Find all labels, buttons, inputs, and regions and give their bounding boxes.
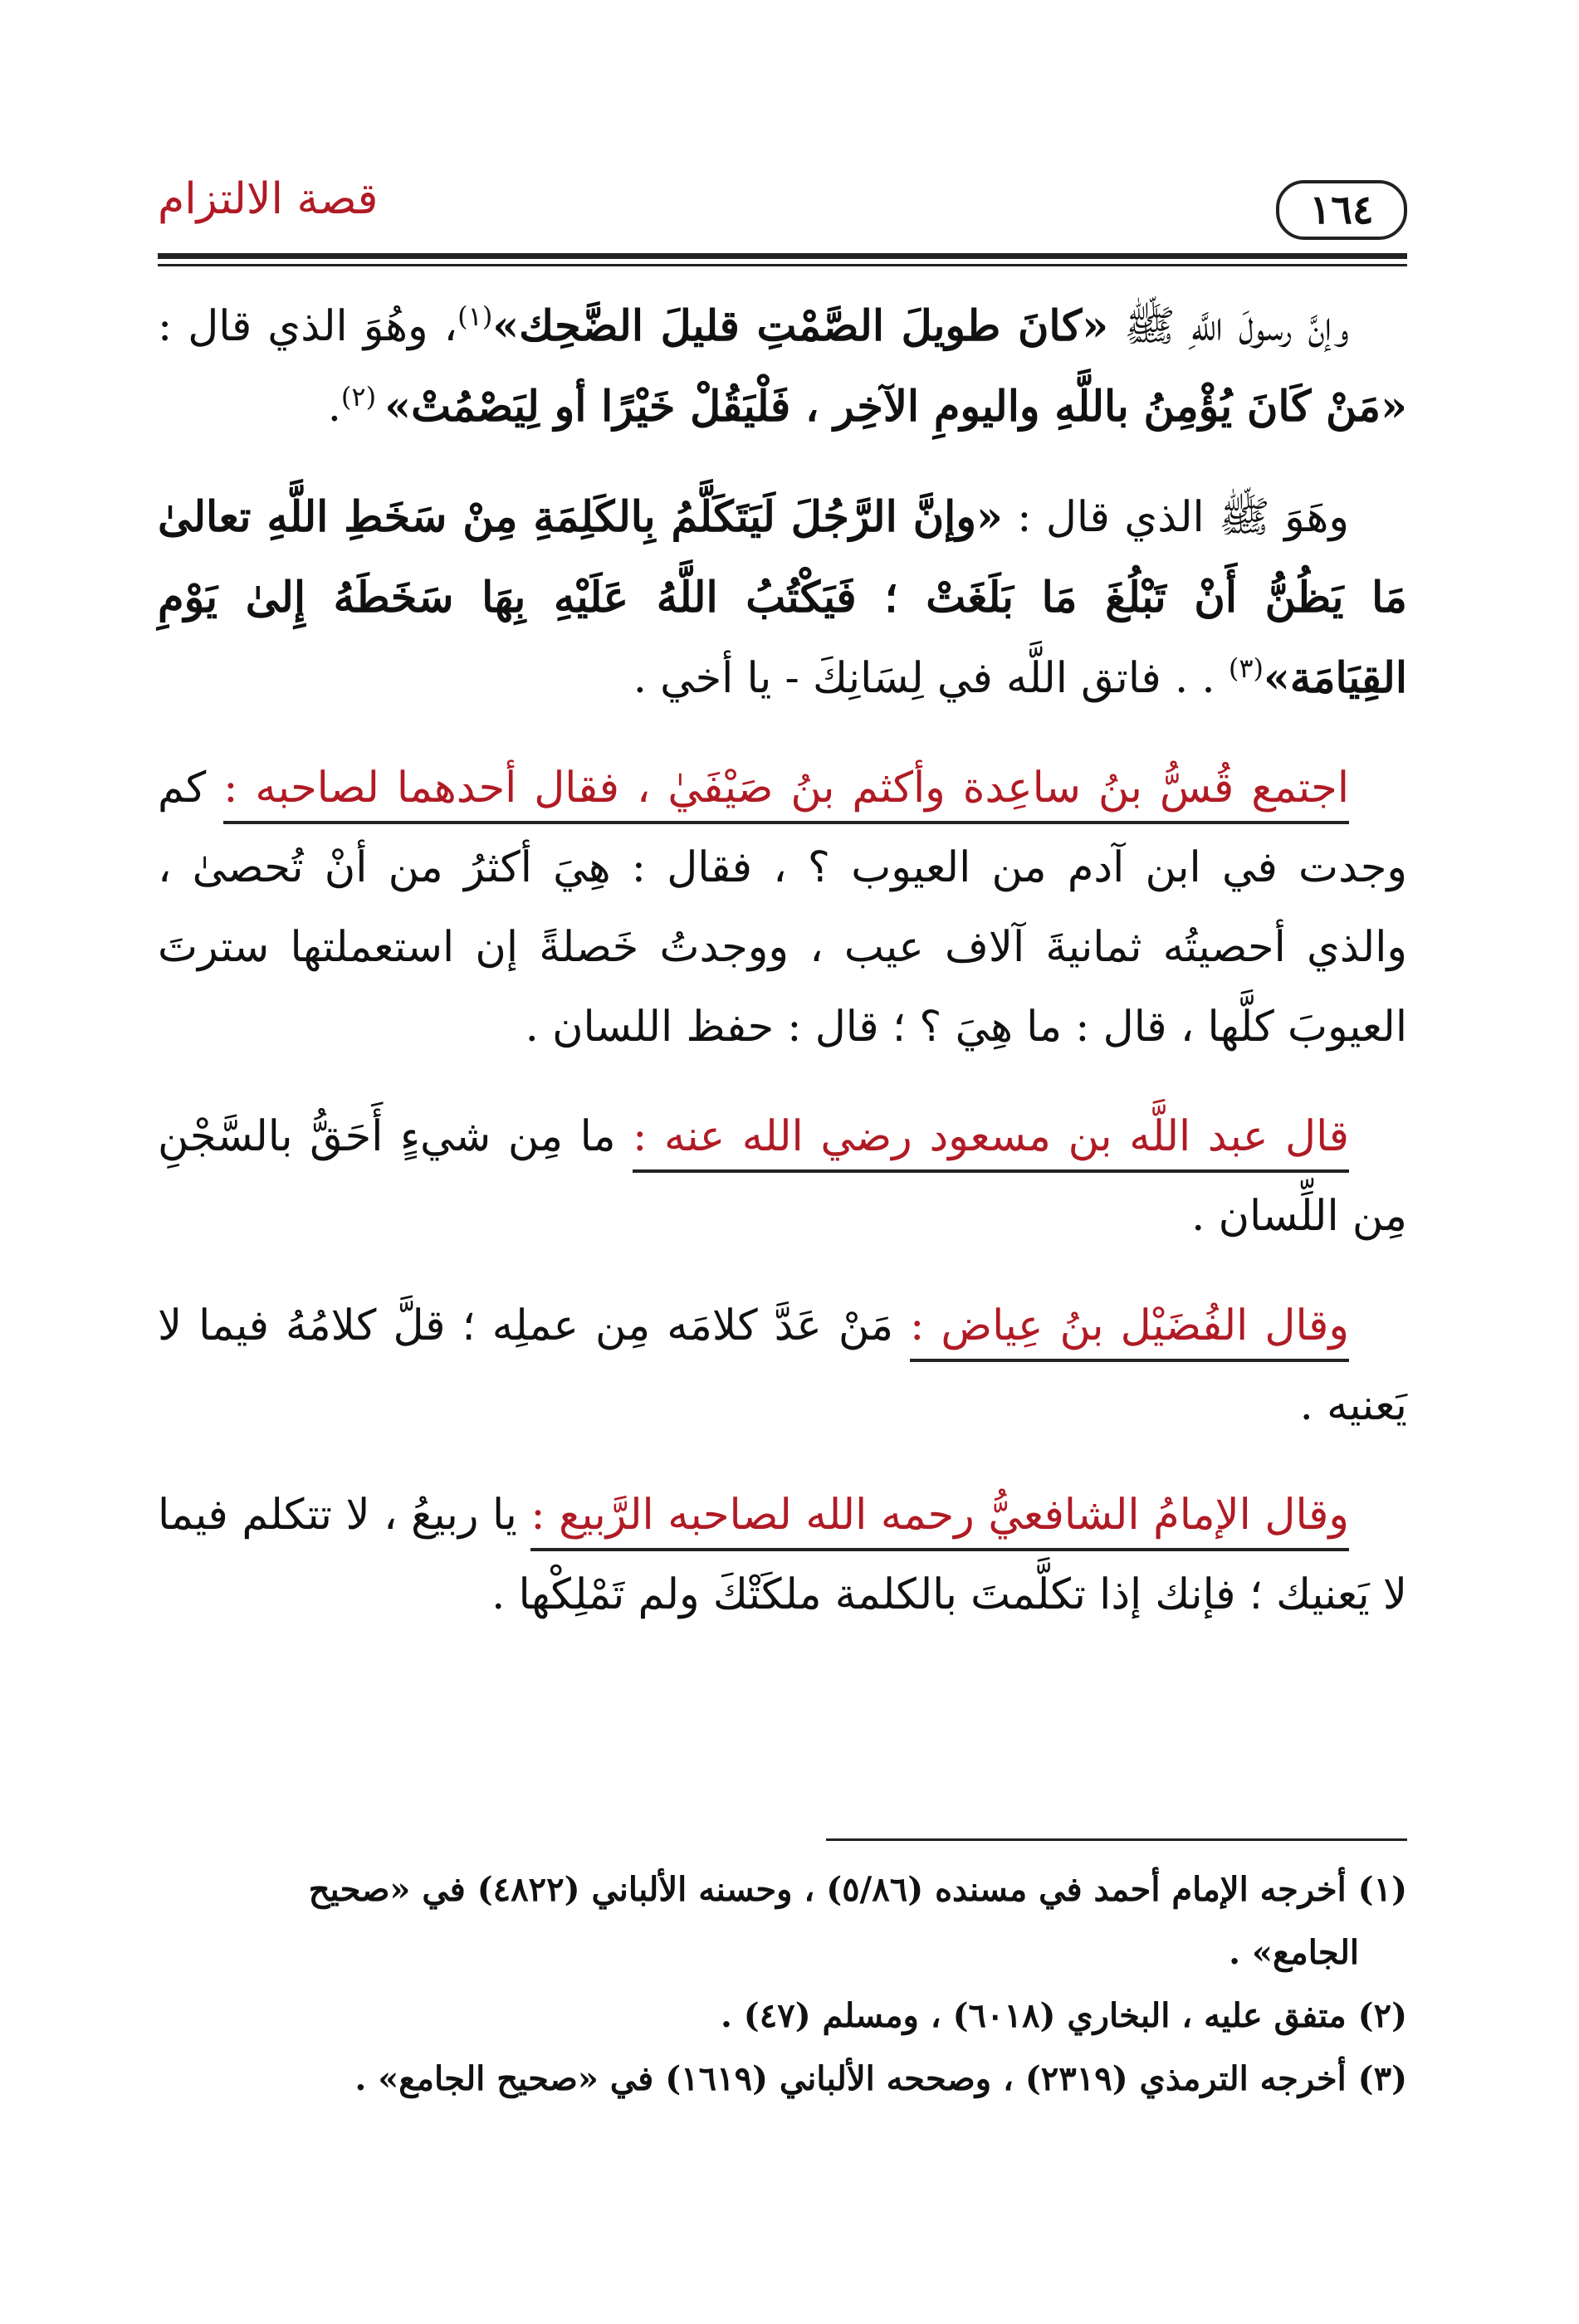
main-text bbox=[158, 286, 1407, 1665]
footnote-divider bbox=[826, 1838, 1407, 1841]
speaker-heading: قال عبد اللَّه بن مسعود رضي الله عنه : bbox=[633, 1112, 1349, 1173]
paragraph-text: كم وجدت في ابن آدم من العيوب ؟ ، فقال : هِيَ أكثرُ من أنْ تُحصىٰ ، والذي أحصيتُه ثمانيةَ آلاف عيب ، ووجدتُ خَصلةً إن استعملتها سترتَ العيوبَ كلَّها ، قال : ما هِيَ ؟ ؛ قال : حفظ اللسان . bbox=[158, 764, 1407, 1052]
hadith-quote: «مَنْ كَانَ يُؤْمِنُ باللَّهِ واليومِ الآخِر ، فَلْيَقُلْ خَيْرًا أو لِيَصْمُتْ» bbox=[384, 382, 1407, 432]
header-rule-thin bbox=[158, 264, 1407, 266]
footnote-ref: (١) bbox=[457, 300, 493, 332]
paragraph-1 bbox=[158, 286, 1407, 447]
paragraph-text: مَنْ عَدَّ كلامَه مِن عملِه ؛ قلَّ كلامُهُ فيما لا يَعنيه . bbox=[158, 1301, 1407, 1430]
paragraph-5 bbox=[158, 1286, 1407, 1446]
footnote-ref: (٢) bbox=[340, 381, 385, 413]
header-rule-thick bbox=[158, 253, 1407, 259]
hadith-quote: «وإنَّ الرَّجُلَ لَيَتَكَلَّمُ بِالكَلِمَةِ مِنْ سَخَطِ اللَّهِ تعالىٰ مَا يَظُنُّ أَنْ تَبْلُغَ مَا بَلَغَتْ ؛ فَيَكْتُبُ اللَّهُ عَلَيْهِ بِهَا سَخَطَهُ إِلىٰ يَوْمِ القِيَامَة» bbox=[158, 492, 1407, 703]
footnotes bbox=[158, 1863, 1407, 2116]
p2-end: . . فاتق اللَّه في لِسَانِكَ - يا أخي . bbox=[633, 654, 1229, 703]
footnote-2: (٢) متفق عليه ، البخاري (٦٠١٨) ، ومسلم (٤٧) . bbox=[720, 1996, 1407, 2035]
paragraph-6 bbox=[158, 1476, 1407, 1635]
speaker-heading: وقال الإمامُ الشافعيُّ رحمه الله لصاحبه الرَّبيع : bbox=[530, 1491, 1349, 1551]
book-title: قصة الالتزام bbox=[158, 174, 379, 224]
p1-intro: وإنَّ رسولَ اللَّهِ ﷺ bbox=[1108, 302, 1349, 351]
speaker-heading: وقال الفُضَيْل بنُ عِياض : bbox=[910, 1301, 1349, 1362]
footnote-1-continued: الجامع» . bbox=[1229, 1933, 1359, 1972]
hadith-quote: «كانَ طويلَ الصَّمْتِ قليلَ الضَّحِك» bbox=[492, 301, 1109, 351]
page-number: ١٦٤ bbox=[1276, 180, 1407, 240]
page-header bbox=[158, 162, 1407, 261]
p2-intro: وهَوَ ﷺ الذي قال : bbox=[1002, 493, 1349, 542]
paragraph-4 bbox=[158, 1097, 1407, 1257]
footnote-1: (١) أخرجه الإمام أحمد في مسنده (٥/٨٦) ، وحسنه الألباني (٤٨٢٢) في «صحيح bbox=[308, 1870, 1407, 1909]
paragraph-text: يا ربيعُ ، لا تتكلم فيما لا يَعنيك ؛ فإنك إذا تكلَّمتَ بالكلمة ملكَتْكَ ولم تَمْلِكْها . bbox=[158, 1491, 1407, 1619]
footnote-3: (٣) أخرجه الترمذي (٢٣١٩) ، وصححه الألباني (١٦١٩) في «صحيح الجامع» . bbox=[354, 2059, 1407, 2098]
speaker-heading: اجتمع قُسُّ بنُ ساعِدة وأكثم بنُ صَيْفَيٰ ، فقال أحدهما لصاحبه : bbox=[223, 764, 1349, 824]
paragraph-text: ما مِن شيءٍ أَحَقُّ بالسَّجْنِ مِن اللِّسان . bbox=[158, 1112, 1407, 1241]
p1-mid: ، وهُوَ الذي قال : bbox=[158, 302, 458, 351]
paragraph-2 bbox=[158, 477, 1407, 719]
p1-end: . bbox=[327, 383, 341, 432]
footnote-ref: (٣) bbox=[1228, 652, 1264, 684]
paragraph-3 bbox=[158, 749, 1407, 1067]
